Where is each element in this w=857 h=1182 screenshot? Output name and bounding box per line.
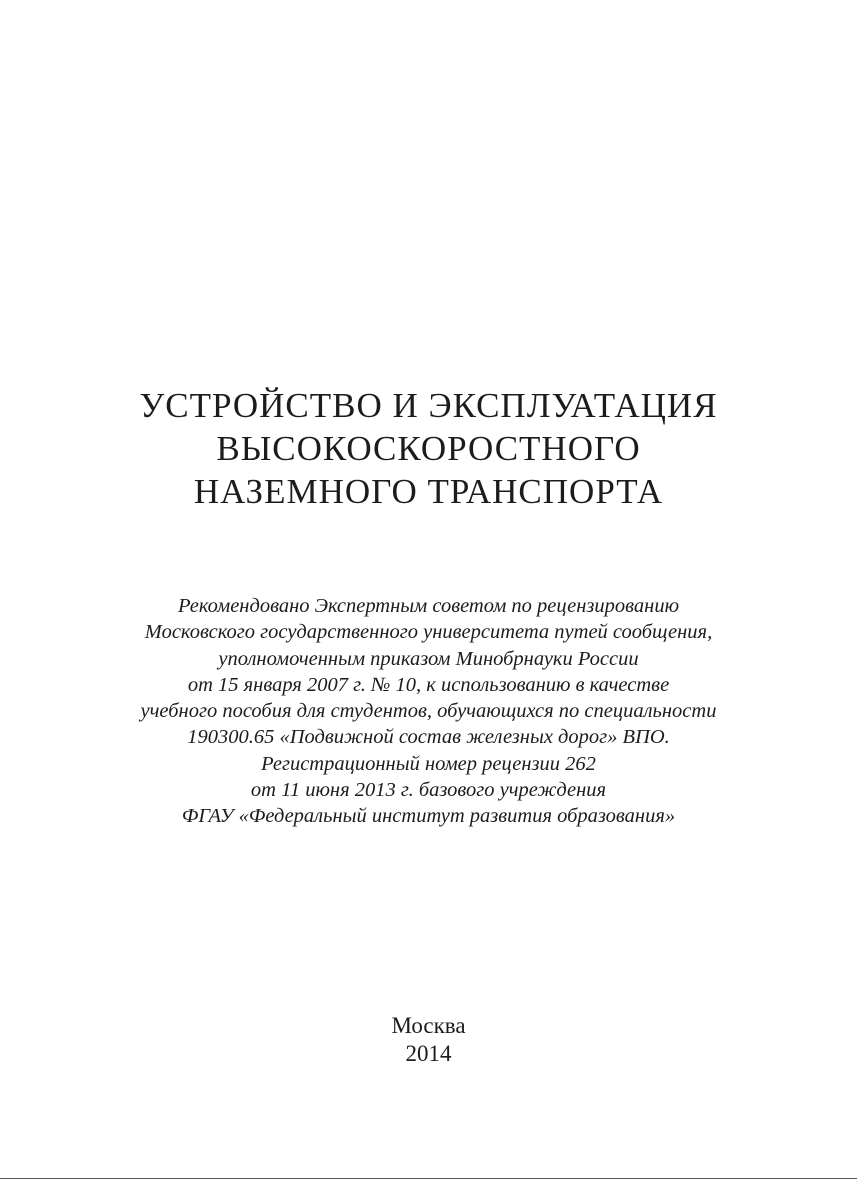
approval-line-7: Регистрационный номер рецензии 262 xyxy=(261,752,596,775)
approval-line-1: Рекомендовано Экспертным советом по рецензированию xyxy=(177,595,680,617)
book-title xyxy=(0,384,857,513)
bottom-divider xyxy=(0,1178,857,1179)
approval-statement xyxy=(0,593,857,830)
approval-line-6: 190300.65 «Подвижной состав железных дорог» ВПО. xyxy=(187,726,670,749)
approval-line-5: учебного пособия для студентов, обучающихся по специальности xyxy=(140,700,717,723)
book-title-line-2: ВЫСОКОСКОРОСТНОГО xyxy=(216,429,641,468)
publication-year: 2014 xyxy=(405,1041,452,1066)
approval-line-2: Московского государственного университета путей сообщения, xyxy=(144,621,713,644)
approval-line-4: от 15 января 2007 г. № 10, к использованию в качестве xyxy=(187,673,670,696)
publication-city: Москва xyxy=(391,1013,466,1038)
approval-line-3: уполномоченным приказом Минобрнауки России xyxy=(218,647,639,670)
publication-imprint xyxy=(0,1012,857,1068)
book-title-line-1: УСТРОЙСТВО И ЭКСПЛУАТАЦИЯ xyxy=(139,386,718,425)
approval-line-9: ФГАУ «Федеральный институт развития образования» xyxy=(181,805,676,828)
book-title-line-3: НАЗЕМНОГО ТРАНСПОРТА xyxy=(193,472,664,511)
approval-line-8: от 11 июня 2013 г. базового учреждения xyxy=(250,779,607,802)
